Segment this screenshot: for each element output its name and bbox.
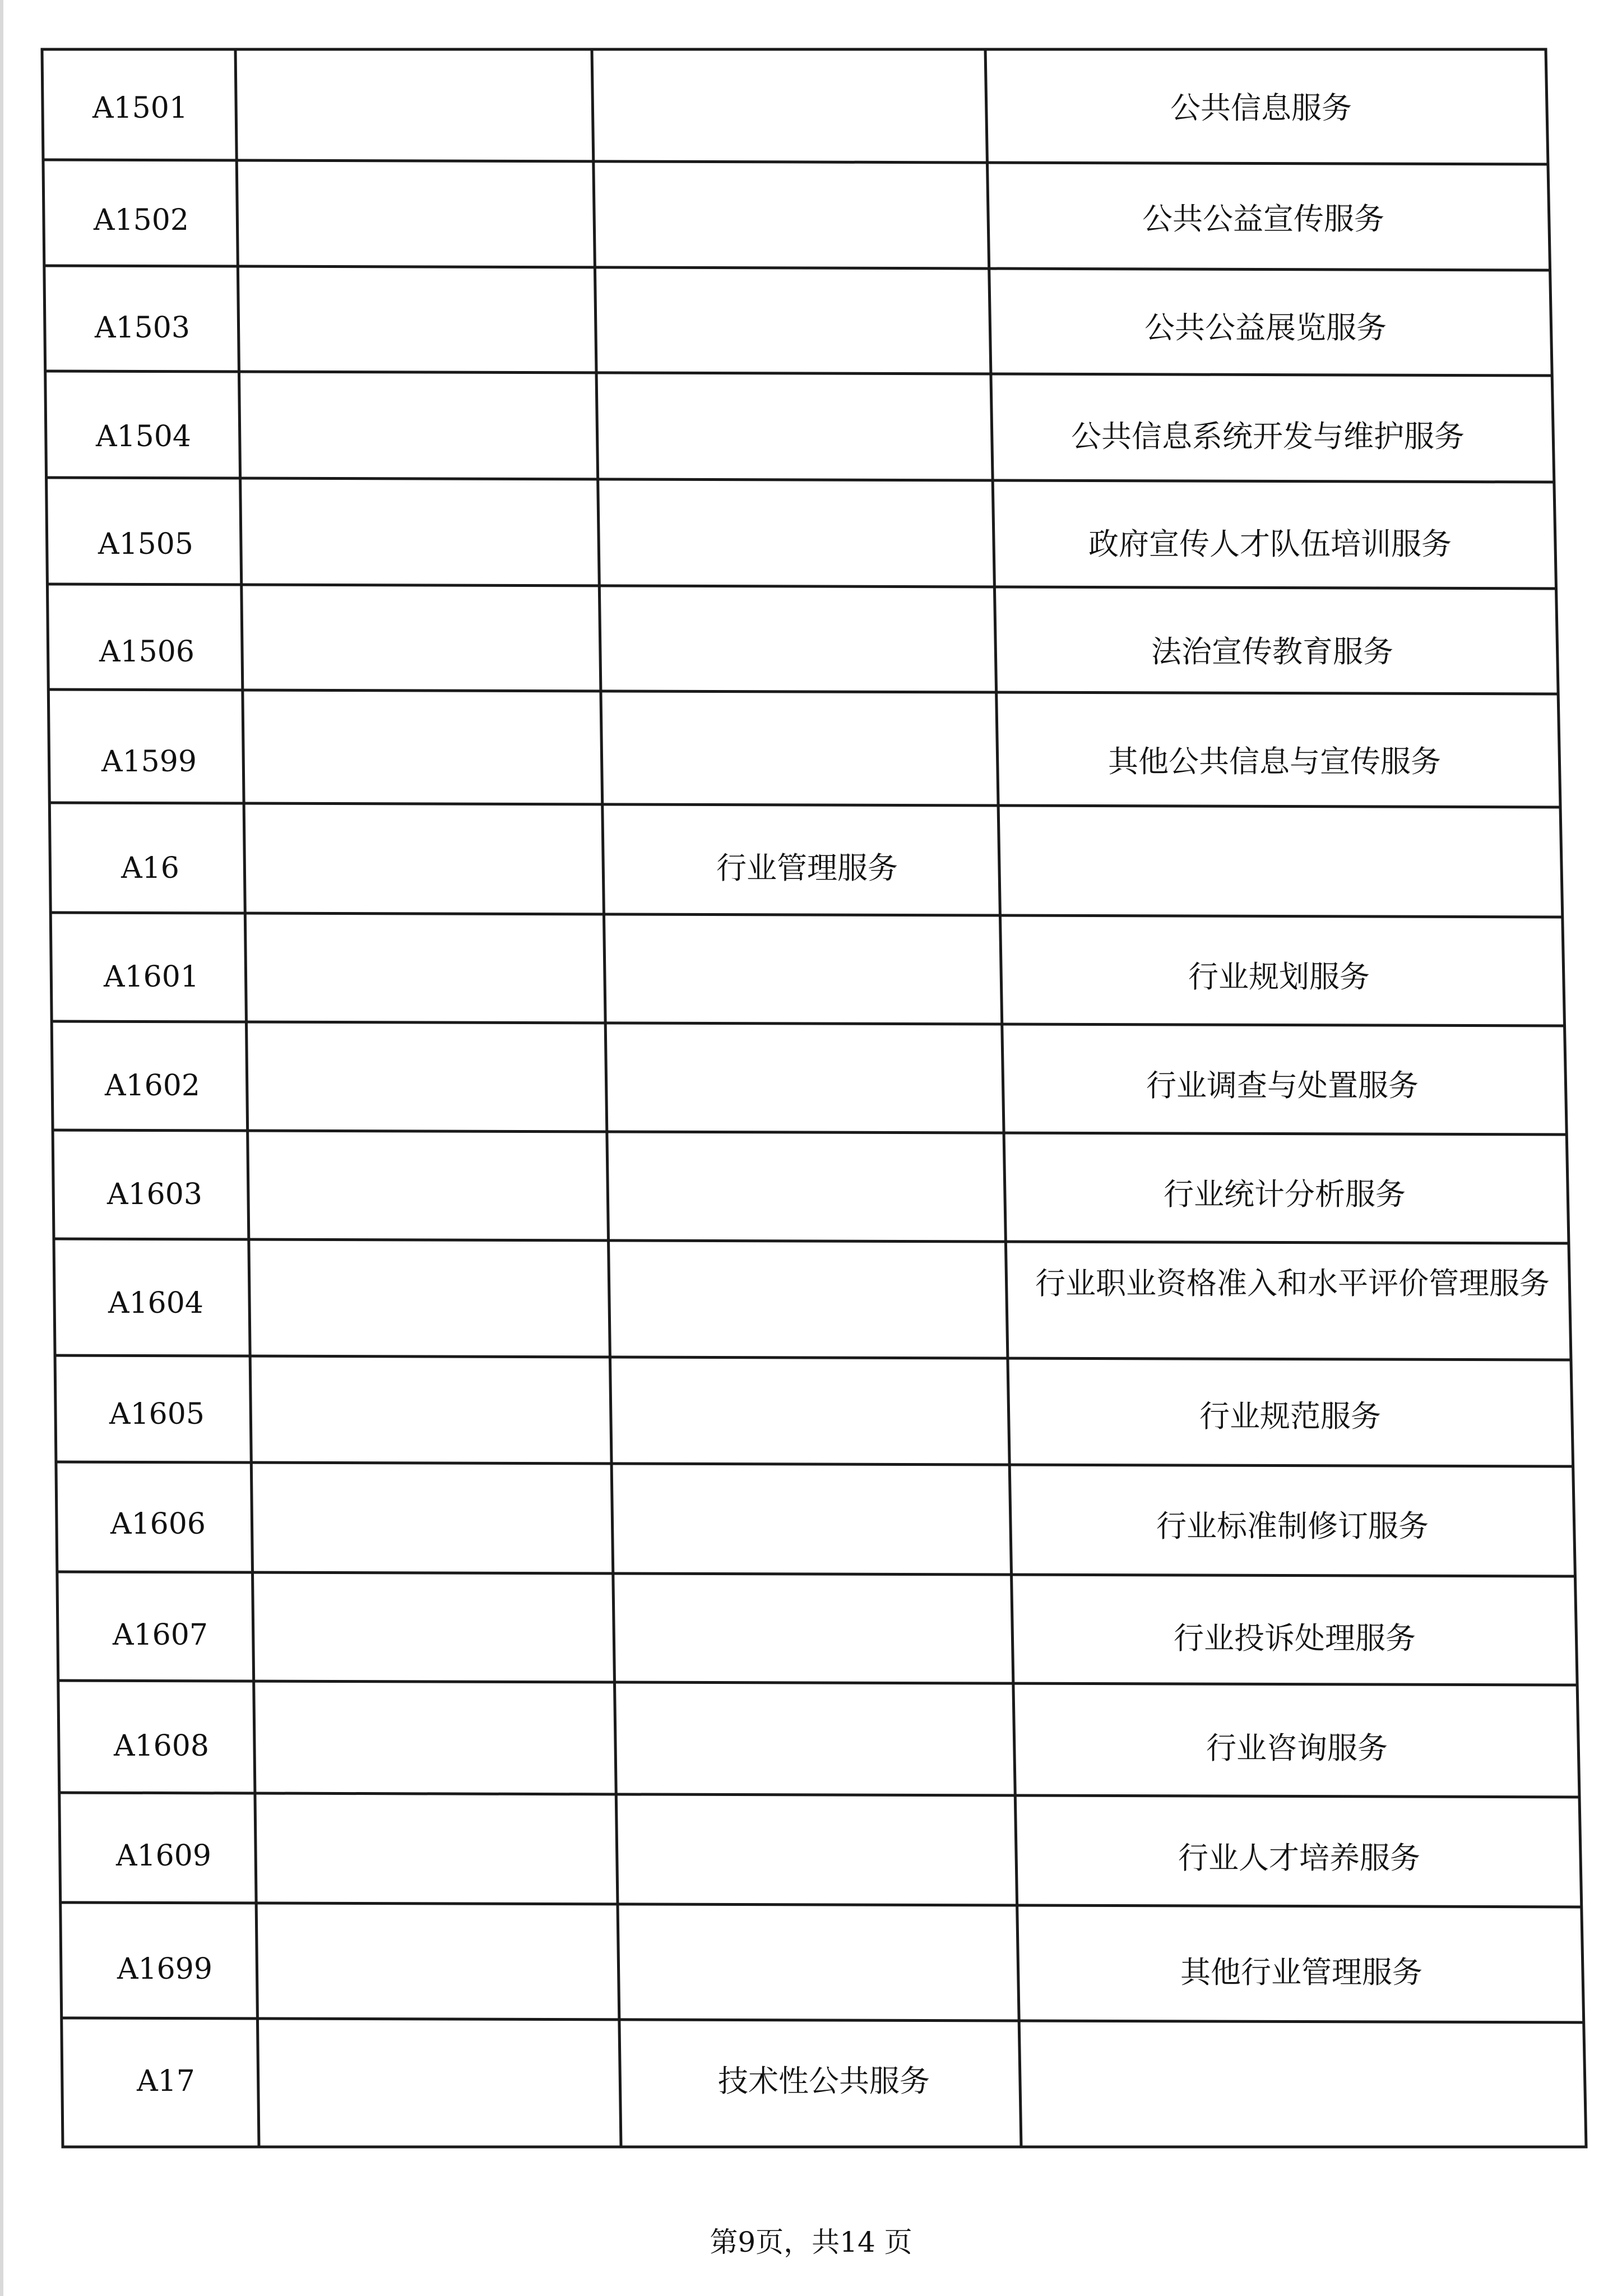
row-code: A1505 <box>98 527 193 561</box>
row-level3-name: 公共公益展览服务 <box>1144 310 1387 345</box>
row-level3-name: 其他公共信息与宣传服务 <box>1108 744 1441 779</box>
row-code: A17 <box>137 2064 195 2098</box>
column-line-1 <box>235 49 259 2147</box>
row-level2-name: 技术性公共服务 <box>718 2063 930 2099</box>
row-level3-name: 行业职业资格准入和水平评价管理服务 <box>1035 1266 1550 1301</box>
row-level3-name: 公共公益宣传服务 <box>1142 201 1384 237</box>
row-line-11 <box>54 1239 1569 1243</box>
row-line-8 <box>50 913 1562 917</box>
row-code: A1602 <box>105 1069 200 1103</box>
row-code: A1605 <box>109 1397 205 1431</box>
row-line-12 <box>55 1355 1571 1360</box>
row-line-10 <box>53 1130 1567 1135</box>
row-code: A16 <box>121 851 179 885</box>
row-line-1 <box>43 160 1548 164</box>
row-line-6 <box>48 689 1558 694</box>
row-level3-name: 行业标准制修订服务 <box>1156 1508 1429 1544</box>
row-line-15 <box>58 1681 1577 1685</box>
row-code: A1607 <box>113 1618 208 1652</box>
row-line-17 <box>61 1902 1582 1907</box>
row-code: A1601 <box>104 960 199 994</box>
row-level3-name: 行业调查与处置服务 <box>1146 1068 1419 1103</box>
row-code: A1699 <box>117 1952 212 1986</box>
row-level3-name: 其他行业管理服务 <box>1180 1955 1422 1990</box>
row-line-18 <box>62 2018 1584 2022</box>
row-code: A1606 <box>110 1507 206 1541</box>
row-level3-name: 政府宣传人才队伍培训服务 <box>1088 526 1452 562</box>
row-code: A1501 <box>92 91 188 125</box>
row-code: A1506 <box>99 635 194 669</box>
row-level3-name: 行业统计分析服务 <box>1164 1177 1406 1212</box>
row-code: A1502 <box>94 203 189 237</box>
row-level3-name: 行业投诉处理服务 <box>1174 1621 1416 1656</box>
column-line-3 <box>985 49 1021 2147</box>
page-number-footer: 第9页，共14 页 <box>710 2226 912 2258</box>
row-code: A1609 <box>116 1839 211 1873</box>
row-line-4 <box>47 478 1554 482</box>
row-level3-name: 行业人才培养服务 <box>1178 1840 1420 1876</box>
row-level3-name: 法治宣传教育服务 <box>1151 634 1393 669</box>
row-line-2 <box>44 266 1550 270</box>
row-line-7 <box>49 803 1560 807</box>
row-code: A1608 <box>114 1729 209 1763</box>
row-line-5 <box>47 584 1556 589</box>
row-line-14 <box>57 1572 1575 1576</box>
row-code: A1504 <box>96 420 191 453</box>
row-level2-name: 行业管理服务 <box>716 850 898 886</box>
row-line-13 <box>56 1462 1573 1466</box>
row-level3-name: 行业规划服务 <box>1188 959 1370 994</box>
row-level3-name: 公共信息系统开发与维护服务 <box>1071 419 1465 454</box>
row-level3-name: 行业咨询服务 <box>1206 1730 1388 1766</box>
row-code: A1599 <box>101 745 197 779</box>
row-line-16 <box>59 1793 1579 1797</box>
row-line-9 <box>52 1021 1564 1026</box>
row-code: A1604 <box>108 1286 203 1320</box>
row-level3-name: 行业规范服务 <box>1199 1399 1381 1434</box>
row-code: A1603 <box>107 1178 202 1211</box>
row-line-3 <box>45 371 1552 376</box>
row-level3-name: 公共信息服务 <box>1170 90 1352 126</box>
row-code: A1503 <box>95 311 190 345</box>
column-line-2 <box>592 49 621 2147</box>
